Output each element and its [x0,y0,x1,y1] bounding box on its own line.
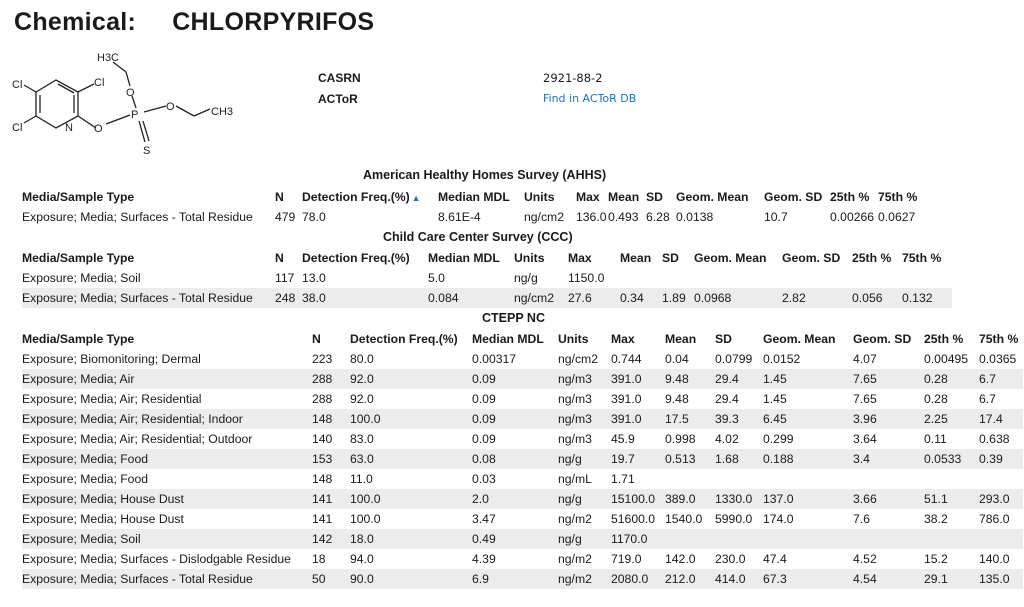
column-header[interactable] [568,248,620,268]
table-cell: 51.1 [924,489,979,509]
table-cell: 0.09 [472,429,558,449]
table-cell: 0.638 [979,429,1023,449]
table-cell: 6.28 [646,207,676,227]
column-header[interactable] [350,329,472,349]
table-cell: 174.0 [763,509,853,529]
column-header[interactable] [514,248,568,268]
column-header[interactable] [764,187,830,207]
table-cell: Exposure; Media; Surfaces - Dislodgable Residue [22,549,312,569]
column-header[interactable] [22,187,275,207]
table-cell: 0.28 [924,389,979,409]
table-cell: 94.0 [350,549,472,569]
column-header[interactable] [662,248,694,268]
chemical-name: CHLORPYRIFOS [172,8,375,36]
table-cell: 391.0 [611,409,665,429]
table-cell [763,469,853,489]
table-cell: 0.0627 [878,207,928,227]
column-header-label: 25th % [830,190,870,204]
column-header[interactable] [902,248,952,268]
column-header[interactable] [852,248,902,268]
table-cell: 13.0 [302,268,428,288]
sort-ascending-icon[interactable]: ▲ [411,193,421,203]
table-cell: 2.25 [924,409,979,429]
table-cell: 45.9 [611,429,665,449]
table-cell: 78.0 [302,207,438,227]
column-header-label: Mean [608,190,640,204]
column-header-label: N [312,332,321,346]
table-cell: 92.0 [350,389,472,409]
table-cell: 141 [312,489,350,509]
column-header[interactable] [428,248,514,268]
column-header-label: 75th % [878,190,918,204]
table-cell: 0.0138 [676,207,764,227]
table-cell: 0.0533 [924,449,979,469]
table-cell: ng/mL [558,469,611,489]
table-row [22,549,1023,569]
column-header[interactable] [853,329,924,349]
section-title: Child Care Center Survey (CCC) [383,230,573,244]
table-cell: 1170.0 [611,529,665,549]
table-cell [620,268,662,288]
table-row [22,207,928,227]
table-row [22,449,1023,469]
table-cell: ng/m2 [558,569,611,589]
column-header[interactable] [694,248,782,268]
table-cell [665,529,715,549]
atom-cl-3: Cl [12,122,23,134]
column-header[interactable] [611,329,665,349]
data-table [22,248,952,308]
column-header-label: Units [524,190,555,204]
table-cell: 3.4 [853,449,924,469]
table-cell: 0.03 [472,469,558,489]
table-cell: 391.0 [611,389,665,409]
table-cell: 1540.0 [665,509,715,529]
table-cell [763,529,853,549]
table-row [22,369,1023,389]
table-cell: 0.998 [665,429,715,449]
table-cell: Exposure; Media; House Dust [22,489,312,509]
table-row [22,389,1023,409]
column-header[interactable] [472,329,558,349]
table-row [22,529,1023,549]
table-cell: 3.47 [472,509,558,529]
table-cell: 719.0 [611,549,665,569]
table-cell: 18.0 [350,529,472,549]
table-cell: 0.04 [665,349,715,369]
atom-o-right: O [166,101,175,113]
table-cell [715,529,763,549]
table-cell: 0.0799 [715,349,763,369]
table-cell: 0.09 [472,389,558,409]
column-header[interactable] [924,329,979,349]
table-cell: 0.28 [924,369,979,389]
table-cell: 15.2 [924,549,979,569]
table-cell [665,469,715,489]
table-cell: 29.4 [715,389,763,409]
table-cell: ng/m3 [558,389,611,409]
table-cell: Exposure; Media; Food [22,449,312,469]
table-cell: 142 [312,529,350,549]
section-title: American Healthy Homes Survey (AHHS) [363,168,607,182]
table-cell: 92.0 [350,369,472,389]
table-cell: ng/g [514,268,568,288]
table-cell: 6.9 [472,569,558,589]
atom-cl-2: Cl [94,77,105,89]
data-table [22,187,928,227]
table-cell: 391.0 [611,369,665,389]
table-cell: Exposure; Media; Air; Residential [22,389,312,409]
column-header[interactable] [979,329,1023,349]
table-cell: 1330.0 [715,489,763,509]
table-cell: ng/m3 [558,429,611,449]
column-header[interactable] [22,329,312,349]
table-cell: 39.3 [715,409,763,429]
table-cell: 90.0 [350,569,472,589]
table-cell: 51600.0 [611,509,665,529]
table-cell: 212.0 [665,569,715,589]
table-row [22,268,952,288]
column-header[interactable] [763,329,853,349]
table-cell: 140.0 [979,549,1023,569]
column-header-label: Detection Freq.(%) [350,332,458,346]
table-cell: Exposure; Media; Air; Residential; Outdoor [22,429,312,449]
table-cell: 29.1 [924,569,979,589]
table-cell: 1150.0 [568,268,620,288]
atom-s: S [143,145,151,157]
table-cell: 0.744 [611,349,665,369]
column-header-label: 25th % [924,332,964,346]
table-header-row [22,248,952,268]
column-header-label: Media/Sample Type [22,332,135,346]
table-cell: 0.299 [763,429,853,449]
table-cell: 17.5 [665,409,715,429]
table-cell: ng/g [558,529,611,549]
table-cell: 135.0 [979,569,1023,589]
table-cell: 9.48 [665,389,715,409]
table-cell: 0.188 [763,449,853,469]
table-row [22,288,952,308]
actor-label: ACToR [318,92,358,106]
table-cell: 7.6 [853,509,924,529]
table-cell [782,268,852,288]
atom-p: P [131,109,139,121]
table-cell: 148 [312,469,350,489]
column-header-label: Geom. Mean [694,251,767,265]
column-header-label: 75th % [979,332,1019,346]
column-header-label: Geom. SD [764,190,823,204]
table-cell: 9.48 [665,369,715,389]
table-cell: 18 [312,549,350,569]
table-cell: ng/cm2 [558,349,611,369]
table-cell: 0.0365 [979,349,1023,369]
column-header[interactable] [22,248,275,268]
table-cell: 38.2 [924,509,979,529]
casrn-label: CASRN [318,71,361,85]
table-cell: 148 [312,409,350,429]
table-cell: 7.65 [853,389,924,409]
table-row [22,409,1023,429]
atom-h3c: H3C [97,52,120,64]
table-cell: 4.02 [715,429,763,449]
table-cell: Exposure; Media; Surfaces - Total Residue [22,207,275,227]
table-cell: 11.0 [350,469,472,489]
table-cell: 288 [312,389,350,409]
column-header-label: SD [662,251,679,265]
table-cell: 2080.0 [611,569,665,589]
column-header[interactable] [524,187,576,207]
table-cell: ng/g [558,449,611,469]
table-cell: 100.0 [350,489,472,509]
table-cell: 63.0 [350,449,472,469]
table-cell: 2.0 [472,489,558,509]
column-header-label: Max [568,251,592,265]
table-cell: ng/m3 [558,369,611,389]
table-cell: ng/m2 [558,549,611,569]
table-row [22,489,1023,509]
table-cell: 786.0 [979,509,1023,529]
table-cell: 4.52 [853,549,924,569]
table-cell: 4.39 [472,549,558,569]
table-cell: 15100.0 [611,489,665,509]
table-cell: Exposure; Media; Surfaces - Total Residue [22,288,275,308]
table-cell: 5990.0 [715,509,763,529]
table-row [22,349,1023,369]
actor-db-link[interactable]: Find in ACToR DB [543,92,637,105]
table-cell: 6.45 [763,409,853,429]
table-cell: 4.54 [853,569,924,589]
table-row [22,429,1023,449]
table-cell: 136.0 [576,207,608,227]
table-cell: 117 [275,268,302,288]
column-header[interactable] [665,329,715,349]
table-cell: 17.4 [979,409,1023,429]
table-cell: 100.0 [350,509,472,529]
table-cell: 137.0 [763,489,853,509]
column-header-label: Media/Sample Type [22,251,135,265]
table-cell: 248 [275,288,302,308]
table-cell: 389.0 [665,489,715,509]
column-header-label: Median MDL [438,190,510,204]
table-cell: 3.96 [853,409,924,429]
table-cell: 0.49 [472,529,558,549]
table-header-row [22,187,928,207]
table-cell: 414.0 [715,569,763,589]
column-header[interactable] [275,187,302,207]
table-cell: 50 [312,569,350,589]
table-cell [852,268,902,288]
column-header-label: Detection Freq.(%) [302,190,410,204]
column-header-label: Max [611,332,635,346]
table-cell: Exposure; Media; House Dust [22,509,312,529]
atom-ch3: CH3 [211,106,234,118]
table-cell [853,469,924,489]
atom-o-ring: O [94,123,103,135]
table-cell: 0.132 [902,288,952,308]
column-header-label: Units [558,332,589,346]
table-cell [979,529,1023,549]
table-cell: Exposure; Media; Air; Residential; Indoor [22,409,312,429]
table-cell: 67.3 [763,569,853,589]
page-title-label: Chemical: [14,8,137,36]
column-header[interactable] [312,329,350,349]
table-header-row [22,329,1023,349]
table-cell: 6.7 [979,369,1023,389]
table-cell: 0.00266 [830,207,878,227]
column-header-label: 25th % [852,251,892,265]
table-cell: 100.0 [350,409,472,429]
table-cell: 47.4 [763,549,853,569]
table-cell: 230.0 [715,549,763,569]
table-row [22,469,1023,489]
table-cell: 153 [312,449,350,469]
table-cell: 4.07 [853,349,924,369]
table-cell: 19.7 [611,449,665,469]
table-cell: 0.11 [924,429,979,449]
column-header-label: Median MDL [472,332,544,346]
table-cell: Exposure; Media; Surfaces - Total Residue [22,569,312,589]
table-cell: 142.0 [665,549,715,569]
column-header-label: Mean [620,251,652,265]
table-cell: Exposure; Media; Food [22,469,312,489]
column-header[interactable] [558,329,611,349]
table-cell: 1.68 [715,449,763,469]
table-cell: ng/m2 [558,509,611,529]
table-cell: 0.493 [608,207,646,227]
table-cell: 288 [312,369,350,389]
table-cell: 0.34 [620,288,662,308]
data-table [22,329,1023,589]
column-header[interactable] [302,248,428,268]
table-cell: 0.056 [852,288,902,308]
column-header-label: N [275,190,284,204]
table-cell: 6.7 [979,389,1023,409]
table-cell: 80.0 [350,349,472,369]
table-cell: 5.0 [428,268,514,288]
column-header[interactable] [608,187,646,207]
column-header-label: Media/Sample Type [22,190,135,204]
table-cell: ng/cm2 [524,207,576,227]
table-cell: 0.39 [979,449,1023,469]
table-cell: 0.00495 [924,349,979,369]
table-cell: 38.0 [302,288,428,308]
column-header[interactable] [438,187,524,207]
column-header-label: Geom. Mean [763,332,836,346]
table-cell [979,469,1023,489]
column-header[interactable] [715,329,763,349]
column-header[interactable] [878,187,928,207]
column-header-label: SD [646,190,663,204]
column-header[interactable] [275,248,302,268]
column-header[interactable] [782,248,852,268]
table-row [22,569,1023,589]
atom-cl-1: Cl [12,79,23,91]
table-cell: 3.66 [853,489,924,509]
column-header-label: Max [576,190,600,204]
table-cell: ng/m3 [558,409,611,429]
table-cell [924,469,979,489]
table-cell [694,268,782,288]
column-header[interactable] [830,187,878,207]
table-cell: 479 [275,207,302,227]
table-cell: 0.084 [428,288,514,308]
table-cell: 0.00317 [472,349,558,369]
table-cell: 0.09 [472,409,558,429]
table-cell: 27.6 [568,288,620,308]
casrn-value: 2921-88-2 [543,71,603,85]
column-header-label: Units [514,251,545,265]
table-cell: 1.45 [763,369,853,389]
table-cell: Exposure; Media; Air [22,369,312,389]
column-header[interactable] [302,187,438,207]
column-header-label: Detection Freq.(%) [302,251,410,265]
table-cell [715,469,763,489]
table-cell: 293.0 [979,489,1023,509]
chemical-structure-diagram [8,42,248,160]
table-cell: Exposure; Media; Soil [22,529,312,549]
column-header-label: Geom. SD [853,332,912,346]
column-header-label: N [275,251,284,265]
atom-o-upper: O [126,87,135,99]
table-cell: ng/g [558,489,611,509]
table-cell: 223 [312,349,350,369]
table-cell: ng/cm2 [514,288,568,308]
table-cell: 2.82 [782,288,852,308]
column-header-label: 75th % [902,251,942,265]
table-cell: 0.0152 [763,349,853,369]
table-cell: 8.61E-4 [438,207,524,227]
column-header[interactable] [676,187,764,207]
table-cell [853,529,924,549]
page-title [14,8,374,37]
table-cell: 1.71 [611,469,665,489]
table-cell: 140 [312,429,350,449]
column-header-label: Median MDL [428,251,500,265]
table-cell: Exposure; Media; Soil [22,268,275,288]
table-cell: 10.7 [764,207,830,227]
table-cell: 29.4 [715,369,763,389]
table-cell: Exposure; Biomonitoring; Dermal [22,349,312,369]
table-cell [662,268,694,288]
section-title: CTEPP NC [482,311,545,325]
table-cell: 0.513 [665,449,715,469]
table-cell: 83.0 [350,429,472,449]
table-row [22,509,1023,529]
column-header[interactable] [576,187,608,207]
column-header-label: Geom. Mean [676,190,749,204]
table-cell: 7.65 [853,369,924,389]
table-cell [924,529,979,549]
atom-n: N [65,122,73,134]
column-header[interactable] [646,187,676,207]
column-header-label: SD [715,332,732,346]
table-cell: 1.45 [763,389,853,409]
table-cell: 141 [312,509,350,529]
column-header-label: Geom. SD [782,251,841,265]
column-header[interactable] [620,248,662,268]
table-cell: 0.0968 [694,288,782,308]
table-cell: 3.64 [853,429,924,449]
table-cell: 0.08 [472,449,558,469]
table-cell: 1.89 [662,288,694,308]
table-cell: 0.09 [472,369,558,389]
table-cell [902,268,952,288]
column-header-label: Mean [665,332,697,346]
